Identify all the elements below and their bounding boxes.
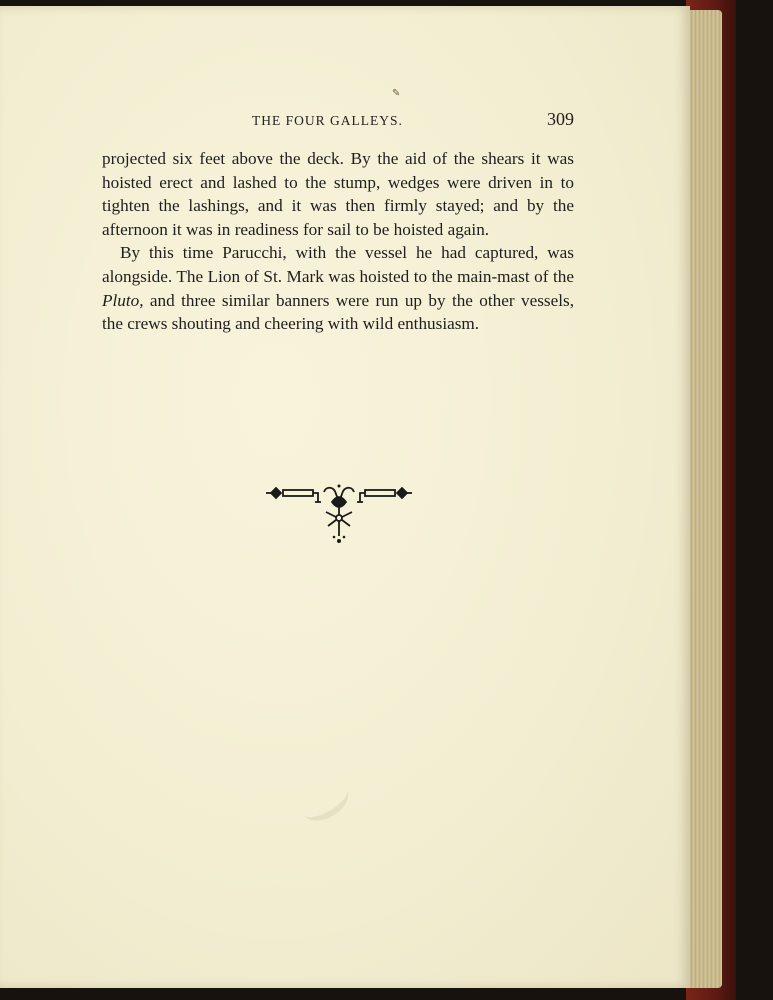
paragraph-text: By this time Parucchi, with the vessel he had captured, was alongside. The Lion of St. Mark was hoisted to the main-mast of the (102, 243, 574, 286)
book-page (0, 6, 690, 988)
paper-smudge (295, 776, 354, 829)
italic-ship-name: Pluto, (102, 290, 144, 310)
tailpiece-ornament-icon (266, 482, 412, 548)
page-header (102, 109, 574, 133)
running-title: THE FOUR GALLEYS. (252, 113, 403, 128)
paragraph (102, 241, 574, 335)
page-number: 309 (547, 109, 574, 129)
body-text (102, 147, 574, 336)
paragraph: projected six feet above the deck. By the aid of the shears it was hoisted erect and lashed to the stump, wedges were driven in to tighten the lashings, and it was then firmly stayed; and by the afternoon it was in readiness for sail to be hoisted again. (102, 149, 574, 239)
pencil-mark-icon: ✎ (392, 88, 401, 99)
paragraph-text: and three similar banners were run up by the other vessels, the crews shouting and cheering with wild enthusiasm. (102, 290, 574, 334)
